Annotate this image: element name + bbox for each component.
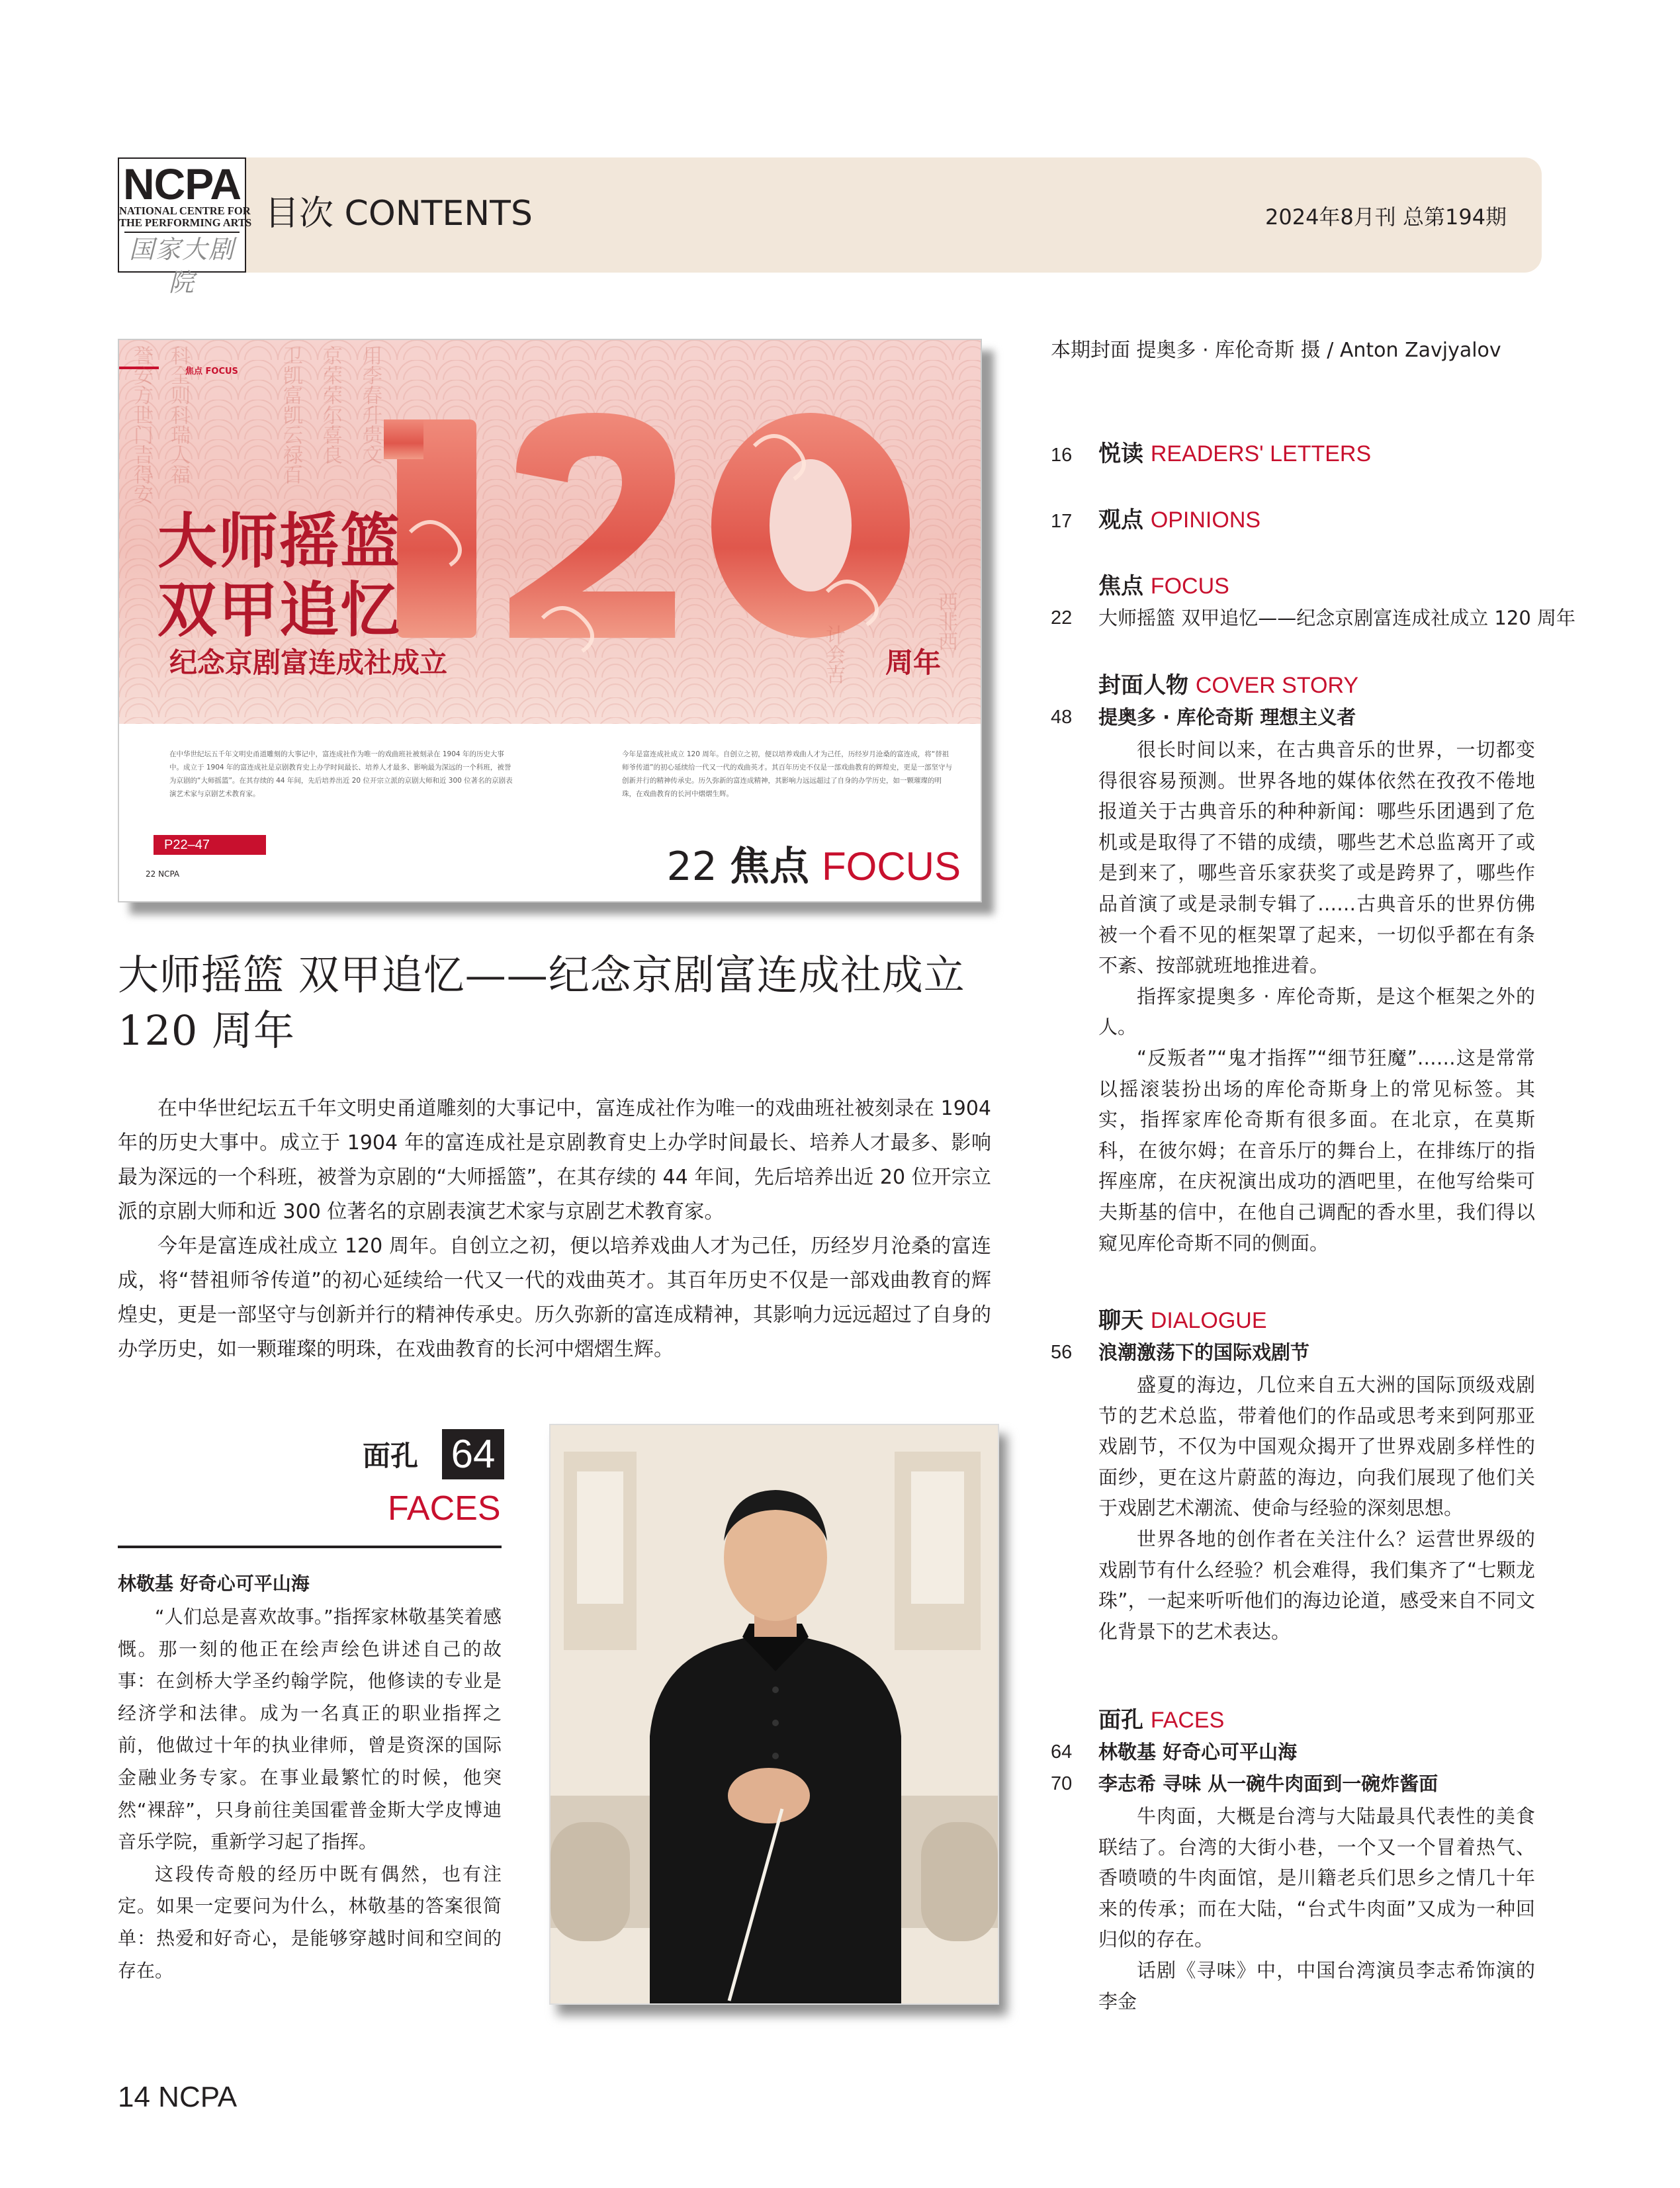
toc-section-faces[interactable] — [1098, 1704, 1224, 1736]
toc-page-dialogue: 56 — [1051, 1342, 1073, 1363]
toc-section-opinions[interactable] — [1098, 504, 1260, 536]
spread-page-number: 22 NCPA — [146, 869, 180, 879]
toc-page-faces-1: 64 — [1051, 1741, 1073, 1763]
summary-paragraph: 指挥家提奥多 · 库伦奇斯，是这个框架之外的人。 — [1098, 985, 1535, 1039]
decor-chars: 京荣荣尔喜良 — [319, 345, 342, 464]
issue-info: 2024年8月刊 总第194期 — [1265, 204, 1507, 230]
summary-paragraph: 盛夏的海边，几位来自五大洲的国际顶级戏剧节的艺术总监，带着他们的作品或思考来到阿那亚戏剧节，不仅为中国观众揭开了世界戏剧多样性的面纱，更在这片蔚蓝的海边，向我们展现了他们关于戏剧艺术潮流、使命与经验的深刻思想。 — [1098, 1374, 1535, 1520]
section-cn: 聊天 — [1098, 1307, 1143, 1334]
spread-headline — [157, 507, 401, 644]
decor-chars: 西非西 — [934, 591, 957, 651]
faces-subtitle[interactable]: 林敬基 好奇心可平山海 — [118, 1573, 310, 1595]
page-footer: 14 NCPA — [118, 2081, 238, 2113]
faces-page-badge: 64 — [442, 1429, 504, 1479]
section-en: FACES — [1150, 1708, 1225, 1733]
spread-focus-tag: 焦点 FOCUS — [185, 367, 238, 376]
toc-page-focus: 22 — [1051, 607, 1073, 629]
toc-item-cover-story[interactable]: 提奥多 · 库伦奇斯 理想主义者 — [1098, 706, 1356, 728]
section-en: FOCUS — [1150, 574, 1229, 599]
toc-section-focus[interactable] — [1098, 570, 1229, 602]
toc-item-focus[interactable]: 大师摇篮 双甲追忆——纪念京剧富连成社成立 120 周年 — [1098, 607, 1576, 629]
section-en: COVER STORY — [1195, 673, 1359, 698]
section-cn: 面孔 — [1098, 1707, 1143, 1733]
summary-paragraph: 话剧《寻味》中，中国台湾演员李志希饰演的李金 — [1098, 1958, 1535, 2013]
logo-cn: 国家大剧院 — [128, 235, 235, 297]
faces-paragraph: 这段传奇般的经历中既有偶然，也有注定。如果一定要问为什么，林敬基的答案很简单：热爱和好奇心，是能够穿越时间和空间的存在。 — [118, 1862, 502, 1982]
decor-chars: 计会吉 — [822, 625, 845, 684]
section-en: OPINIONS — [1150, 507, 1261, 533]
toc-page-readers: 16 — [1051, 445, 1073, 466]
conductor-portrait-photo[interactable] — [549, 1424, 999, 2005]
dialogue-summary — [1098, 1370, 1535, 1647]
section-cn: 焦点 — [1098, 573, 1143, 599]
toc-item-faces-2[interactable]: 李志希 寻味 从一碗牛肉面到一碗炸酱面 — [1098, 1772, 1438, 1795]
toc-item-faces-1[interactable]: 林敬基 好奇心可平山海 — [1098, 1741, 1298, 1763]
contents-title: 目次 CONTENTS — [265, 194, 533, 234]
toc-item-dialogue[interactable]: 浪潮激荡下的国际戏剧节 — [1098, 1341, 1310, 1364]
faces-heading-en: FACES — [388, 1489, 501, 1528]
summary-paragraph: 很长时间以来，在古典音乐的世界，一切都变得很容易预测。世界各地的媒体依然在孜孜不倦地报道关于古典音乐的种种新闻：哪些乐团遇到了危机或是取得了不错的成绩，哪些艺术总监离开了或是到来了，哪些音乐家获奖了或是跨界了，哪些作品首演了或是录制专辑了……古典音乐的世界仿佛被一个看不见的框架罩了起来，一切似乎都在有条不紊、按部就班地推进着。 — [1098, 738, 1535, 977]
section-cn: 封面人物 — [1098, 672, 1188, 699]
spread-para-left: 在中华世纪坛五千年文明史甬道雕刻的大事记中，富连成社作为唯一的戏曲班社被刻录在 1904 年的历史大事中。成立于 1904 年的富连成社是京剧教育史上办学时间最长、培养人才最多、影响最为深远的一个科班，被誉为京剧的“大师摇篮”。在其存续的 44 年间，先后培养出近 20 位开宗立派的京剧大师和近 300 位著名的京剧表演艺术家与京剧艺术教育家。 — [169, 750, 513, 798]
spread-section-label — [666, 843, 961, 891]
decor-chars: 科全则科瑞人福 — [167, 345, 190, 484]
section-cn: 观点 — [1098, 507, 1143, 533]
section-cn: 悦读 — [1098, 441, 1143, 467]
feature-body — [118, 1092, 991, 1367]
spread-para-right: 今年是富连成社成立 120 周年。自创立之初，便以培养戏曲人才为己任，历经岁月沧桑的富连成，将“替祖师爷传道”的初心延续给一代又一代的戏曲英才。其百年历史不仅是一部戏曲教育的辉煌史，更是一部坚守与创新并行的精神传承史。历久弥新的富连成精神，其影响力远远超过了自身的办学历史，如一颗璀璨的明珠，在戏曲教育的长河中熠熠生辉。 — [622, 750, 952, 798]
headline-line2: 双甲追忆 — [157, 575, 401, 645]
faces-summary — [1098, 1801, 1535, 2017]
label-num: 22 — [666, 844, 717, 890]
decor-chars: 用李春升贵文 — [359, 345, 382, 464]
section-en: READERS' LETTERS — [1150, 441, 1372, 466]
spread-anniversary: 周年 — [885, 646, 942, 679]
decor-chars: 卫凯富凯云禄百 — [279, 345, 302, 484]
ncpa-logo — [118, 157, 252, 297]
label-cn: 焦点 — [729, 844, 809, 890]
faces-heading-cn: 面孔 — [363, 1440, 419, 1472]
toc-page-opinions: 17 — [1051, 511, 1073, 532]
spread-artwork — [119, 340, 981, 724]
toc-section-cover-story[interactable] — [1098, 670, 1358, 701]
headline-line1: 大师摇篮 — [157, 506, 401, 576]
feature-paragraph: 在中华世纪坛五千年文明史甬道雕刻的大事记中，富连成社作为唯一的戏曲班社被刻录在 1904 年的历史大事中。成立于 1904 年的富连成社是京剧教育史上办学时间最长、培养人才最多、影响最为深远的一个科班，被誉为京剧的“大师摇篮”，在其存续的 44 年间，先后培养出近 20 位开宗立派的京剧大师和近 300 位著名的京剧表演艺术家与京剧艺术教育家。 — [118, 1097, 991, 1223]
faces-paragraph: “人们总是喜欢故事。”指挥家林敬基笑着感慨。那一刻的他正在绘声绘色讲述自己的故事：在剑桥大学圣约翰学院，他修读的专业是经济学和法律。成为一名真正的职业指挥之前，他做过十年的执业律师，曾是资深的国际金融业务专家。在事业最繁忙的时候，他突然“裸辞”，只身前往美国霍普金斯大学皮博迪音乐学院，重新学习起了指挥。 — [118, 1606, 502, 1853]
logo-abbr: NCPA — [122, 159, 242, 208]
toc-page-faces-2: 70 — [1051, 1773, 1073, 1794]
label-en: FOCUS — [822, 844, 961, 889]
toc-section-dialogue[interactable] — [1098, 1305, 1267, 1336]
feature-paragraph: 今年是富连成社成立 120 周年。自创立之初，便以培养戏曲人才为己任，历经岁月沧桑的富连成，将“替祖师爷传道”的初心延续给一代又一代的戏曲英才。其百年历史不仅是一部戏曲教育的辉煌史，更是一部坚守与创新并行的精神传承史。历久弥新的富连成精神，其影响力远远超过了自身的办学历史，如一颗璀璨的明珠，在戏曲教育的长河中熠熠生辉。 — [118, 1235, 991, 1361]
toc-page-cover-story: 48 — [1051, 707, 1073, 728]
toc-section-readers[interactable] — [1098, 438, 1371, 470]
cover-credit: 本期封面 提奥多 · 库伦奇斯 摄 / Anton Zavjyalov — [1051, 339, 1501, 362]
summary-paragraph: 世界各地的创作者在关注什么？运营世界级的戏剧节有什么经验？机会难得，我们集齐了“七颗龙珠”，一起来听听他们的海边论道，感受来自不同文化背景下的艺术表达。 — [1098, 1527, 1535, 1643]
logo-line1: NATIONAL CENTRE FOR — [119, 204, 251, 217]
faces-body — [118, 1601, 502, 1987]
decor-chars: 誉安方世门吉得安 — [130, 345, 153, 504]
faces-divider — [118, 1546, 502, 1548]
spread-pages-tag: P22–47 — [154, 835, 266, 855]
section-en: DIALOGUE — [1150, 1308, 1267, 1333]
feature-title[interactable]: 大师摇篮 双甲追忆——纪念京剧富连成社成立 120 周年 — [118, 951, 965, 1055]
portrait-illustration — [551, 1425, 998, 2003]
spread-subtitle: 纪念京剧富连成社成立 — [169, 646, 448, 679]
summary-paragraph: “反叛者”“鬼才指挥”“细节狂魔”……这是常常以摇滚装扮出场的库伦奇斯身上的常见标签。其实，指挥家库伦奇斯有很多面。在北京，在莫斯科，在彼尔姆；在音乐厅的舞台上，在排练厅的指挥座席，在庆祝演出成功的酒吧里，在他写给柴可夫斯基的信中，在他自己调配的香水里，我们得以窥见库伦奇斯不同的侧面。 — [1098, 1046, 1535, 1254]
logo-line2: THE PERFORMING ARTS — [119, 216, 252, 229]
cover-story-summary — [1098, 734, 1535, 1258]
focus-spread-thumbnail[interactable] — [118, 339, 982, 902]
summary-paragraph: 牛肉面，大概是台湾与大陆最具代表性的美食联结了。台湾的大街小巷，一个又一个冒着热气、香喷喷的牛肉面馆，是川籍老兵们思乡之情几十年来的传承；而在大陆，“台式牛肉面”又成为一种回归似的存在。 — [1098, 1805, 1535, 1951]
